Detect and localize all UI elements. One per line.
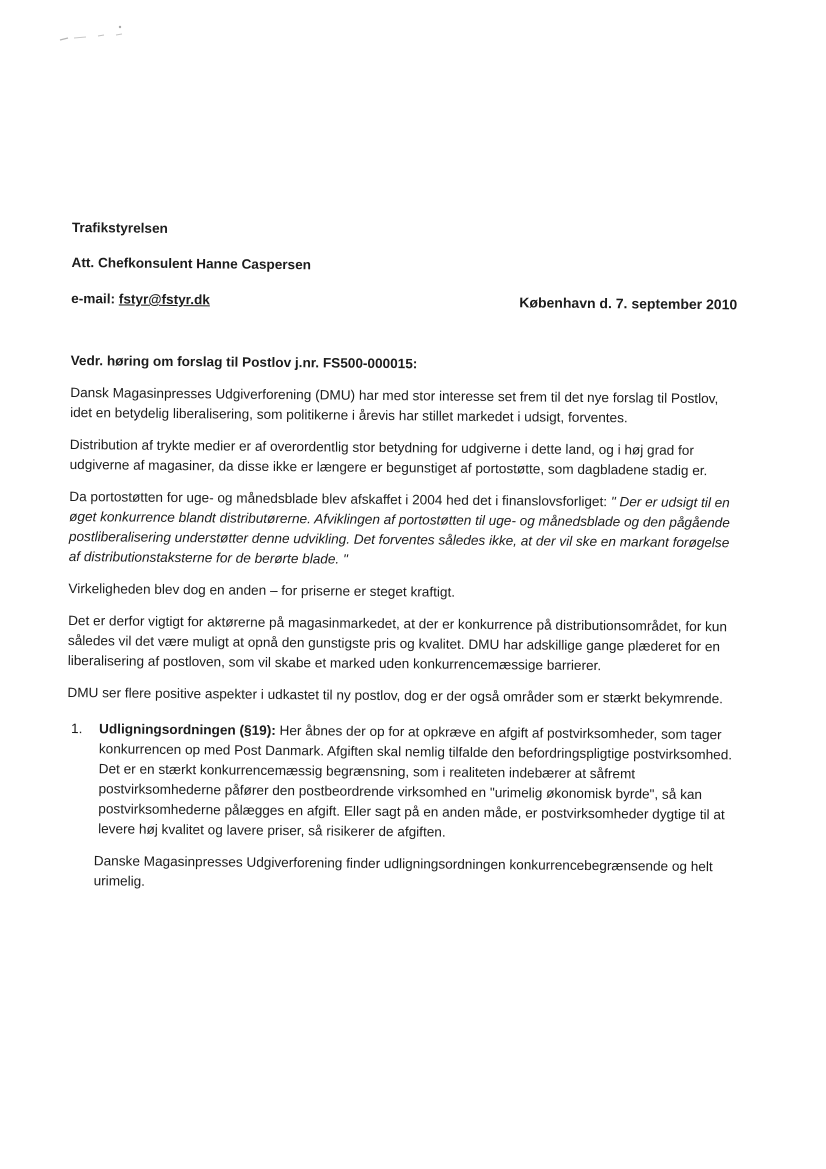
letter-body: [66, 218, 744, 897]
recipient-organization: Trafikstyrelsen: [71, 219, 168, 236]
recipient-attention: Att. Chefkonsulent Hanne Caspersen: [71, 254, 312, 273]
email-label: e-mail:: [71, 290, 116, 307]
list-item: [70, 719, 739, 845]
paragraph-portostotte-text: Da portostøtten for uge- og månedsblade blev afskaffet i 2004 hed det i finanslovsforliget:: [69, 488, 608, 510]
scan-artifact-marks: [58, 22, 128, 46]
paragraph-competition: Det er derfor vigtigt for aktørerne på magasinmarkedet, at der er konkurrence på distributionsområdet, for kun således vil det være muligt at opnå den gunstigste pris og kvalitet. DMU har adskillige gange plæderet for en liberalisering af postloven, som vil skabe et marked uden konkurrencemæssige barrierer.: [67, 612, 728, 674]
list-item-body: [98, 719, 739, 845]
email-date-row: [71, 288, 743, 315]
paragraph-reality: Virkeligheden blev dog en anden – for priserne er steget kraftigt.: [68, 580, 456, 600]
list-item-text: Her åbnes der op for at opkræve en afgift af postvirksomheder, som tager konkurrencen op med Post Danmark. Afgiften skal nemlig tilfalde den befordringspligtige postvirksomhed. Det er en stærkt konkurrencemæssig begrænsning, som i realiteten indebærer at såfremt postvirksomhederne påfører den postbeordrende virksomhed en "urimelig økonomisk byrde", så kan postvirksomhederne pålægges en afgift. Eller sagt på en anden måde, er postvirksomheder dygtige til at levere høj kvalitet og lavere priser, så risikerer de afgiften.: [98, 722, 733, 840]
closing-paragraph: Danske Magasinpresses Udgiverforening finder udligningsordningen konkurrencebegrænsende og helt urimelig.: [93, 853, 713, 889]
list-item-number: 1.: [71, 721, 83, 737]
list-item-title: Udligningsordningen (§19):: [99, 721, 276, 738]
subject-line: Vedr. høring om forslag til Postlov j.nr. FS500-000015:: [70, 352, 418, 372]
finanslov-quote: " Der er udsigt til en øget konkurrence blandt distributørerne. Afviklingen af portostøtten til uge- og månedsblade og den pågående postliberalisering understøtter denne udvikling. Det forventes således ikke, at der vil ske en markant forøgelse af distributionstaksterne for de berørte blade. ": [68, 494, 730, 567]
paragraph-positive-aspects: DMU ser flere positive aspekter i udkastet til ny postlov, dog er der også områder som er stærkt bekymrende.: [67, 684, 724, 707]
paragraph-distribution: Distribution af trykte medier er af overordentlig stor betydning for udgiverne i dette land, og i høj grad for udgiverne af magasiner, da disse ikke er længere er begunstiget af portostøtte, som dagbladene stadig er.: [69, 436, 708, 479]
paragraph-portostotte: [69, 487, 742, 573]
email-line: [71, 289, 210, 310]
email-link[interactable]: fstyr@fstyr.dk: [118, 291, 210, 308]
paragraph-intro: Dansk Magasinpresses Udgiverforening (DMU) har med stor interesse set frem til det nye forslag til Postlov, idet en betydelig liberalisering, som politikerne i årevis har stillet markedet i udsigt, forventes.: [70, 384, 719, 426]
date-line: København d. 7. september 2010: [519, 294, 738, 313]
